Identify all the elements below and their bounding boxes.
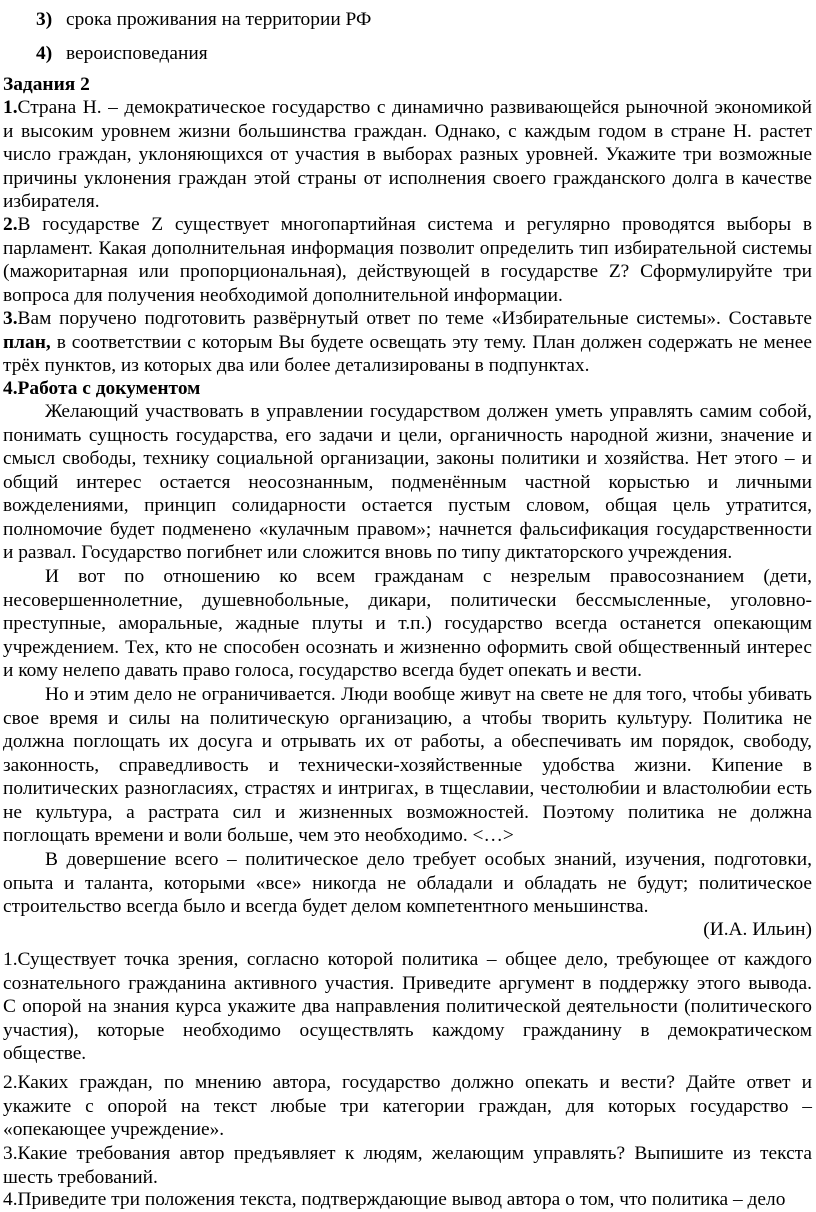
- task-line: парламент. Какая дополнительная информация позволит определить тип избирательной системы: [3, 237, 812, 259]
- question-line: 3.Какие требования автор предъявляет к людям, желающим управлять? Выпишите из текста: [3, 1143, 812, 1164]
- text-line: несовершеннолетние, душевнобольные, дикари, политически бессмысленные, уголовно-: [3, 589, 812, 611]
- document-paragraph-2: [3, 565, 812, 683]
- question-line: шесть требований.: [3, 1166, 158, 1188]
- question-line: 2.Каких граждан, по мнению автора, государство должно опекать и вести? Дайте ответ и: [3, 1072, 812, 1093]
- task-line: число граждан, уклоняющихся от участия в выборах разных уровней. Укажите три возможные: [3, 144, 812, 165]
- task-bold-word: план,: [3, 331, 51, 353]
- list-item-text: срока проживания на территории РФ: [66, 9, 372, 30]
- text-line: смысл свободы, технику социальной организации, законы политики и хозяйства. Нет этого – и: [3, 448, 812, 469]
- task-line: причины уклонения граждан этой страны от исполнения своего гражданского долга в качестве: [3, 167, 812, 189]
- text-line: и развал. Государство погибнет или сложится вновь по типу диктаторского учреждения.: [3, 542, 733, 563]
- question-line: «опекающее учреждение».: [3, 1119, 225, 1140]
- question-line: участия), которые необходимо осуществлять каждому гражданину в демократическом: [3, 1019, 812, 1041]
- text-line: и кому нелепо давать право голоса, государство всегда будет опекать и вести.: [3, 660, 642, 681]
- text-line: И вот по отношению ко всем гражданам с незрелым правосознанием (дети,: [45, 566, 812, 587]
- task-2: [3, 213, 812, 307]
- text-line: строительство всегда было и всегда будет делом компетентного меньшинства.: [3, 896, 649, 917]
- text-line: свое время и силы на политическую организацию, а чтобы творить культуру. Политика не: [3, 707, 812, 729]
- text-line: понимать сущность государства, его задачи и цели, органичность народной жизни, значение и: [3, 424, 812, 446]
- question-line: 1.Существует точка зрения, согласно которой политика – общее дело, требующее от каждого: [3, 949, 812, 970]
- list-item-text: вероисповедания: [66, 43, 208, 64]
- text-line: В довершение всего – политическое дело требует особых знаний, изучения, подготовки,: [45, 849, 812, 870]
- text-line: учреждением. Тех, кто не способен осознать и жизненно оформить свой общественный интерес: [3, 636, 812, 658]
- question-line: сознательного гражданина активного участия. Приведите аргумент в поддержку этого вывода.: [3, 972, 812, 994]
- text-line: законность, справедливость и технически-хозяйственные удобства жизни. Кипение в: [3, 754, 812, 776]
- task-line: Страна Н. – демократическое государство с динамично развивающейся рыночной экономикой: [17, 97, 812, 118]
- section-title: Задания 2: [3, 74, 90, 95]
- question-line: С опорой на знания курса укажите два направления политической деятельности (политического: [3, 996, 812, 1017]
- question-4: 4.Приведите три положения текста, подтверждающие вывод автора о том, что политика – дело: [3, 1189, 786, 1210]
- text-line: опыта и таланта, которыми «все» никогда не обладали и обладать не будут; политическое: [3, 872, 812, 894]
- text-line: поглощать времени и воли больше, чем это необходимо. <…>: [3, 825, 514, 846]
- document-paragraph-3: [3, 683, 812, 848]
- text-line: политических разногласиях, страстях и интригах, в тщеславии, честолюбии и властолюбии есть: [3, 778, 812, 799]
- question-3: [3, 1142, 812, 1189]
- text-line: Но и этим дело не ограничивается. Люди вообще живут на свете не для того, чтобы убивать: [45, 684, 812, 705]
- task-line: (мажоритарная или пропорциональная), действующей в государстве Z? Сформулируйте три: [3, 261, 812, 282]
- text-line: преступные, аморальные, жадные плуты и т.п.) государство всегда останется опекающим: [3, 613, 812, 634]
- text-line: полномочие будет подменено «кулачным правом»; начнется фальсификация государственности: [3, 518, 812, 540]
- task-line: и высоким уровнем жизни большинства граждан. Однако, с каждым годом в стране Н. растет: [3, 120, 812, 142]
- text-line: вожделениями, принцип солидарности остается пустым словом, общая цель утратится,: [3, 495, 812, 516]
- task-3: [3, 307, 812, 378]
- task-line: избирателя.: [3, 191, 100, 212]
- text-line: не культура, а растрата сил и жизненных возможностей. Поэтому политика не должна: [3, 801, 812, 823]
- text-line: должна поглощать их досуга и отрывать их от работы, а обеспечивать им порядок, свободу,: [3, 731, 812, 752]
- task-number: 3.: [3, 308, 18, 329]
- task-line: трёх пунктов, из которых два или более детализированы в подпунктах.: [3, 355, 590, 376]
- task-line: вопроса для получения необходимой дополнительной информации.: [3, 284, 563, 306]
- task-number: 2.: [3, 214, 18, 235]
- task-line: Вам поручено подготовить развёрнутый ответ по теме «Избирательные системы». Составьте: [17, 308, 812, 329]
- task-number: 1.: [3, 97, 18, 118]
- question-line: укажите с опорой на текст любые три категории граждан, для которых государство –: [3, 1095, 812, 1117]
- document-paragraph-4: [3, 848, 812, 919]
- task-1: [3, 96, 812, 214]
- list-item-number: 3): [36, 9, 53, 30]
- text-line: общий интерес остается неосознанным, подменённым частной корыстью и личными: [3, 471, 812, 493]
- task-line: В государстве Z существует многопартийная система и регулярно проводятся выборы в: [17, 214, 812, 235]
- question-2: [3, 1071, 812, 1142]
- task-line: в соответствии с которым Вы будете освещать эту тему. План должен содержать не менее: [50, 331, 812, 353]
- question-1: [3, 948, 812, 1066]
- text-line: Желающий участвовать в управлении государством должен уметь управлять самим собой,: [45, 401, 812, 422]
- question-line: обществе.: [3, 1043, 87, 1064]
- author-attribution: (И.А. Ильин): [703, 919, 812, 940]
- document-paragraph-1: [3, 400, 812, 565]
- list-item-number: 4): [36, 43, 53, 64]
- task-4-title: 4.Работа с документом: [3, 378, 201, 399]
